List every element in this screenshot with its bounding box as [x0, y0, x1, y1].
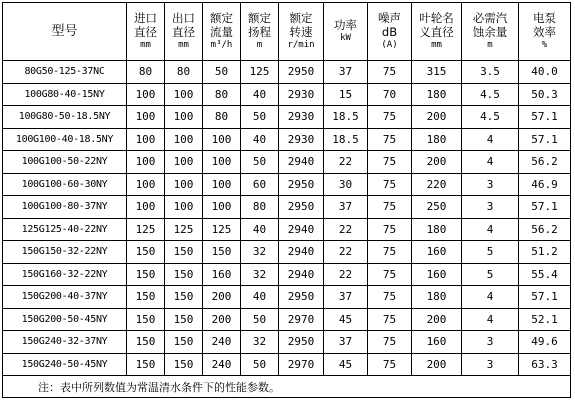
column-label-line2: 流量	[210, 25, 233, 39]
cell-head: 32	[241, 241, 279, 264]
cell-model: 150G150-32-22NY	[3, 241, 127, 264]
cell-model: 100G100-40-18.5NY	[3, 128, 127, 151]
table-row	[3, 173, 571, 196]
column-unit: mm	[178, 40, 189, 50]
cell-power: 18.5	[324, 106, 368, 129]
column-unit: r/min	[287, 40, 315, 50]
column-header-noise	[368, 3, 412, 61]
cell-power: 45	[324, 308, 368, 331]
table-row	[3, 331, 571, 354]
cell-power: 18.5	[324, 128, 368, 151]
cell-model: 125G125-40-22NY	[3, 218, 127, 241]
cell-npsh: 4	[462, 128, 519, 151]
cell-power: 37	[324, 286, 368, 309]
cell-efficiency: 49.6	[519, 331, 571, 354]
column-header-impeller	[412, 3, 462, 61]
cell-efficiency: 57.1	[519, 128, 571, 151]
cell-model: 100G100-50-22NY	[3, 151, 127, 174]
cell-power: 22	[324, 241, 368, 264]
cell-impeller: 160	[412, 241, 462, 264]
cell-inlet: 100	[127, 83, 165, 106]
column-label: 进口	[134, 11, 157, 25]
cell-npsh: 3	[462, 173, 519, 196]
cell-model: 100G100-80-37NY	[3, 196, 127, 219]
table-row	[3, 241, 571, 264]
column-unit: mm	[431, 40, 442, 50]
cell-flow: 200	[203, 308, 241, 331]
cell-flow: 100	[203, 173, 241, 196]
table-row	[3, 128, 571, 151]
cell-impeller: 180	[412, 128, 462, 151]
table-row	[3, 61, 571, 84]
cell-inlet: 150	[127, 241, 165, 264]
cell-speed: 2950	[279, 196, 324, 219]
cell-head: 60	[241, 173, 279, 196]
cell-npsh: 4	[462, 308, 519, 331]
cell-flow: 240	[203, 331, 241, 354]
cell-model: 150G240-50-45NY	[3, 353, 127, 376]
column-header-efficiency	[519, 3, 571, 61]
cell-speed: 2970	[279, 353, 324, 376]
table-row	[3, 263, 571, 286]
column-label-line2: 直径	[172, 25, 195, 39]
cell-head: 50	[241, 308, 279, 331]
cell-speed: 2940	[279, 218, 324, 241]
column-label: 必需汽	[472, 11, 508, 25]
table-row	[3, 151, 571, 174]
cell-flow: 100	[203, 196, 241, 219]
table-header	[3, 3, 571, 61]
column-header-flow	[203, 3, 241, 61]
table-row	[3, 353, 571, 376]
column-unit: %	[541, 40, 548, 50]
cell-impeller: 160	[412, 331, 462, 354]
table-row	[3, 218, 571, 241]
cell-impeller: 250	[412, 196, 462, 219]
cell-noise: 75	[368, 286, 412, 309]
cell-speed: 2940	[279, 151, 324, 174]
cell-head: 40	[241, 286, 279, 309]
cell-flow: 80	[203, 106, 241, 129]
column-label: 出口	[172, 11, 195, 25]
cell-impeller: 160	[412, 263, 462, 286]
cell-inlet: 150	[127, 286, 165, 309]
cell-outlet: 100	[165, 173, 203, 196]
cell-power: 15	[324, 83, 368, 106]
cell-impeller: 180	[412, 218, 462, 241]
column-unit: m	[487, 40, 493, 50]
cell-flow: 80	[203, 83, 241, 106]
column-unit: mm	[140, 40, 151, 50]
cell-speed: 2970	[279, 308, 324, 331]
cell-impeller: 200	[412, 106, 462, 129]
cell-flow: 125	[203, 218, 241, 241]
cell-outlet: 150	[165, 331, 203, 354]
table-row	[3, 196, 571, 219]
column-header-head	[241, 3, 279, 61]
column-label: 额定	[289, 11, 313, 25]
column-label: 额定	[248, 11, 271, 25]
cell-noise: 75	[368, 353, 412, 376]
cell-power: 37	[324, 196, 368, 219]
cell-model: 150G200-40-37NY	[3, 286, 127, 309]
cell-flow: 240	[203, 353, 241, 376]
cell-noise: 75	[368, 218, 412, 241]
cell-speed: 2940	[279, 241, 324, 264]
cell-noise: 75	[368, 173, 412, 196]
cell-outlet: 150	[165, 241, 203, 264]
cell-npsh: 3.5	[462, 61, 519, 84]
column-header-inlet	[127, 3, 165, 61]
table-note: 注：表中所列数值为常温清水条件下的性能参数。	[3, 376, 571, 398]
column-label-line2: 转速	[289, 25, 313, 39]
cell-npsh: 4	[462, 286, 519, 309]
cell-head: 32	[241, 263, 279, 286]
column-label-line2: dB	[381, 25, 398, 39]
column-header-model	[3, 3, 127, 61]
cell-outlet: 100	[165, 83, 203, 106]
cell-speed: 2940	[279, 263, 324, 286]
column-label-line2: 扬程	[248, 25, 271, 39]
cell-speed: 2950	[279, 173, 324, 196]
cell-head: 32	[241, 331, 279, 354]
cell-noise: 75	[368, 61, 412, 84]
cell-flow: 200	[203, 286, 241, 309]
column-header-power	[324, 3, 368, 61]
cell-impeller: 220	[412, 173, 462, 196]
column-label-line2: 蚀余量	[472, 25, 508, 39]
cell-head: 40	[241, 83, 279, 106]
cell-npsh: 3	[462, 331, 519, 354]
cell-npsh: 3	[462, 353, 519, 376]
cell-head: 50	[241, 106, 279, 129]
cell-efficiency: 63.3	[519, 353, 571, 376]
cell-npsh: 5	[462, 241, 519, 264]
cell-efficiency: 52.1	[519, 308, 571, 331]
cell-noise: 75	[368, 196, 412, 219]
cell-speed: 2930	[279, 106, 324, 129]
table-row	[3, 308, 571, 331]
column-label: 额定	[210, 11, 233, 25]
cell-model: 100G80-50-18.5NY	[3, 106, 127, 129]
column-header-outlet	[165, 3, 203, 61]
cell-power: 37	[324, 331, 368, 354]
cell-noise: 75	[368, 241, 412, 264]
cell-inlet: 100	[127, 151, 165, 174]
cell-inlet: 100	[127, 128, 165, 151]
cell-npsh: 4.5	[462, 83, 519, 106]
cell-head: 50	[241, 151, 279, 174]
column-label-line2: 直径	[134, 25, 157, 39]
cell-efficiency: 56.2	[519, 218, 571, 241]
cell-power: 37	[324, 61, 368, 84]
cell-power: 22	[324, 218, 368, 241]
cell-efficiency: 57.1	[519, 196, 571, 219]
cell-outlet: 150	[165, 286, 203, 309]
cell-noise: 70	[368, 83, 412, 106]
cell-efficiency: 40.0	[519, 61, 571, 84]
cell-outlet: 125	[165, 218, 203, 241]
header-row	[3, 3, 571, 61]
cell-efficiency: 56.2	[519, 151, 571, 174]
cell-speed: 2930	[279, 128, 324, 151]
cell-power: 45	[324, 353, 368, 376]
column-header-speed	[279, 3, 324, 61]
cell-impeller: 200	[412, 151, 462, 174]
cell-inlet: 100	[127, 173, 165, 196]
cell-outlet: 150	[165, 308, 203, 331]
cell-flow: 50	[203, 61, 241, 84]
cell-model: 150G200-50-45NY	[3, 308, 127, 331]
cell-impeller: 200	[412, 308, 462, 331]
column-label: 电泵	[533, 11, 556, 25]
cell-npsh: 4	[462, 218, 519, 241]
cell-power: 22	[324, 151, 368, 174]
cell-head: 125	[241, 61, 279, 84]
cell-outlet: 100	[165, 151, 203, 174]
cell-head: 40	[241, 218, 279, 241]
table-row	[3, 286, 571, 309]
cell-noise: 75	[368, 106, 412, 129]
cell-impeller: 180	[412, 83, 462, 106]
cell-inlet: 150	[127, 263, 165, 286]
cell-model: 100G100-60-30NY	[3, 173, 127, 196]
cell-model: 80G50-125-37NC	[3, 61, 127, 84]
cell-efficiency: 55.4	[519, 263, 571, 286]
cell-noise: 75	[368, 151, 412, 174]
cell-model: 150G240-32-37NY	[3, 331, 127, 354]
cell-efficiency: 57.1	[519, 286, 571, 309]
cell-inlet: 150	[127, 331, 165, 354]
cell-flow: 100	[203, 128, 241, 151]
column-label-line2: 效率	[533, 25, 556, 39]
cell-inlet: 80	[127, 61, 165, 84]
cell-inlet: 125	[127, 218, 165, 241]
cell-npsh: 4	[462, 151, 519, 174]
cell-flow: 160	[203, 263, 241, 286]
cell-head: 80	[241, 196, 279, 219]
cell-impeller: 315	[412, 61, 462, 84]
column-unit: m	[256, 40, 263, 50]
table-row	[3, 106, 571, 129]
cell-noise: 75	[368, 263, 412, 286]
cell-outlet: 100	[165, 196, 203, 219]
cell-power: 30	[324, 173, 368, 196]
cell-outlet: 150	[165, 353, 203, 376]
cell-efficiency: 46.9	[519, 173, 571, 196]
column-unit: m³/h	[210, 40, 233, 50]
table-row	[3, 83, 571, 106]
cell-inlet: 100	[127, 106, 165, 129]
cell-model: 100G80-40-15NY	[3, 83, 127, 106]
cell-noise: 75	[368, 331, 412, 354]
cell-outlet: 150	[165, 263, 203, 286]
cell-speed: 2950	[279, 286, 324, 309]
cell-outlet: 80	[165, 61, 203, 84]
cell-inlet: 150	[127, 353, 165, 376]
table-footer	[3, 376, 571, 398]
cell-impeller: 200	[412, 353, 462, 376]
cell-head: 40	[241, 128, 279, 151]
cell-efficiency: 51.2	[519, 241, 571, 264]
note-row	[3, 376, 571, 398]
column-unit: (A)	[381, 40, 398, 50]
cell-flow: 150	[203, 241, 241, 264]
pump-spec-table	[2, 2, 571, 398]
column-label: 噪声	[378, 11, 401, 25]
table-body	[3, 61, 571, 376]
cell-efficiency: 57.1	[519, 106, 571, 129]
cell-inlet: 100	[127, 196, 165, 219]
column-label: 功率	[334, 18, 357, 32]
cell-model: 150G160-32-22NY	[3, 263, 127, 286]
cell-outlet: 100	[165, 106, 203, 129]
cell-npsh: 3	[462, 196, 519, 219]
cell-npsh: 4.5	[462, 106, 519, 129]
column-label: 型号	[51, 23, 78, 39]
cell-power: 22	[324, 263, 368, 286]
column-unit: kW	[340, 33, 351, 43]
cell-npsh: 5	[462, 263, 519, 286]
cell-efficiency: 50.3	[519, 83, 571, 106]
cell-speed: 2930	[279, 83, 324, 106]
cell-flow: 100	[203, 151, 241, 174]
cell-speed: 2950	[279, 331, 324, 354]
cell-noise: 75	[368, 308, 412, 331]
cell-noise: 75	[368, 128, 412, 151]
column-header-npsh	[462, 3, 519, 61]
column-label-line2: 义直径	[419, 25, 454, 39]
cell-inlet: 150	[127, 308, 165, 331]
cell-speed: 2950	[279, 61, 324, 84]
column-label: 叶轮名	[419, 11, 454, 25]
cell-impeller: 180	[412, 286, 462, 309]
cell-head: 50	[241, 353, 279, 376]
cell-outlet: 100	[165, 128, 203, 151]
